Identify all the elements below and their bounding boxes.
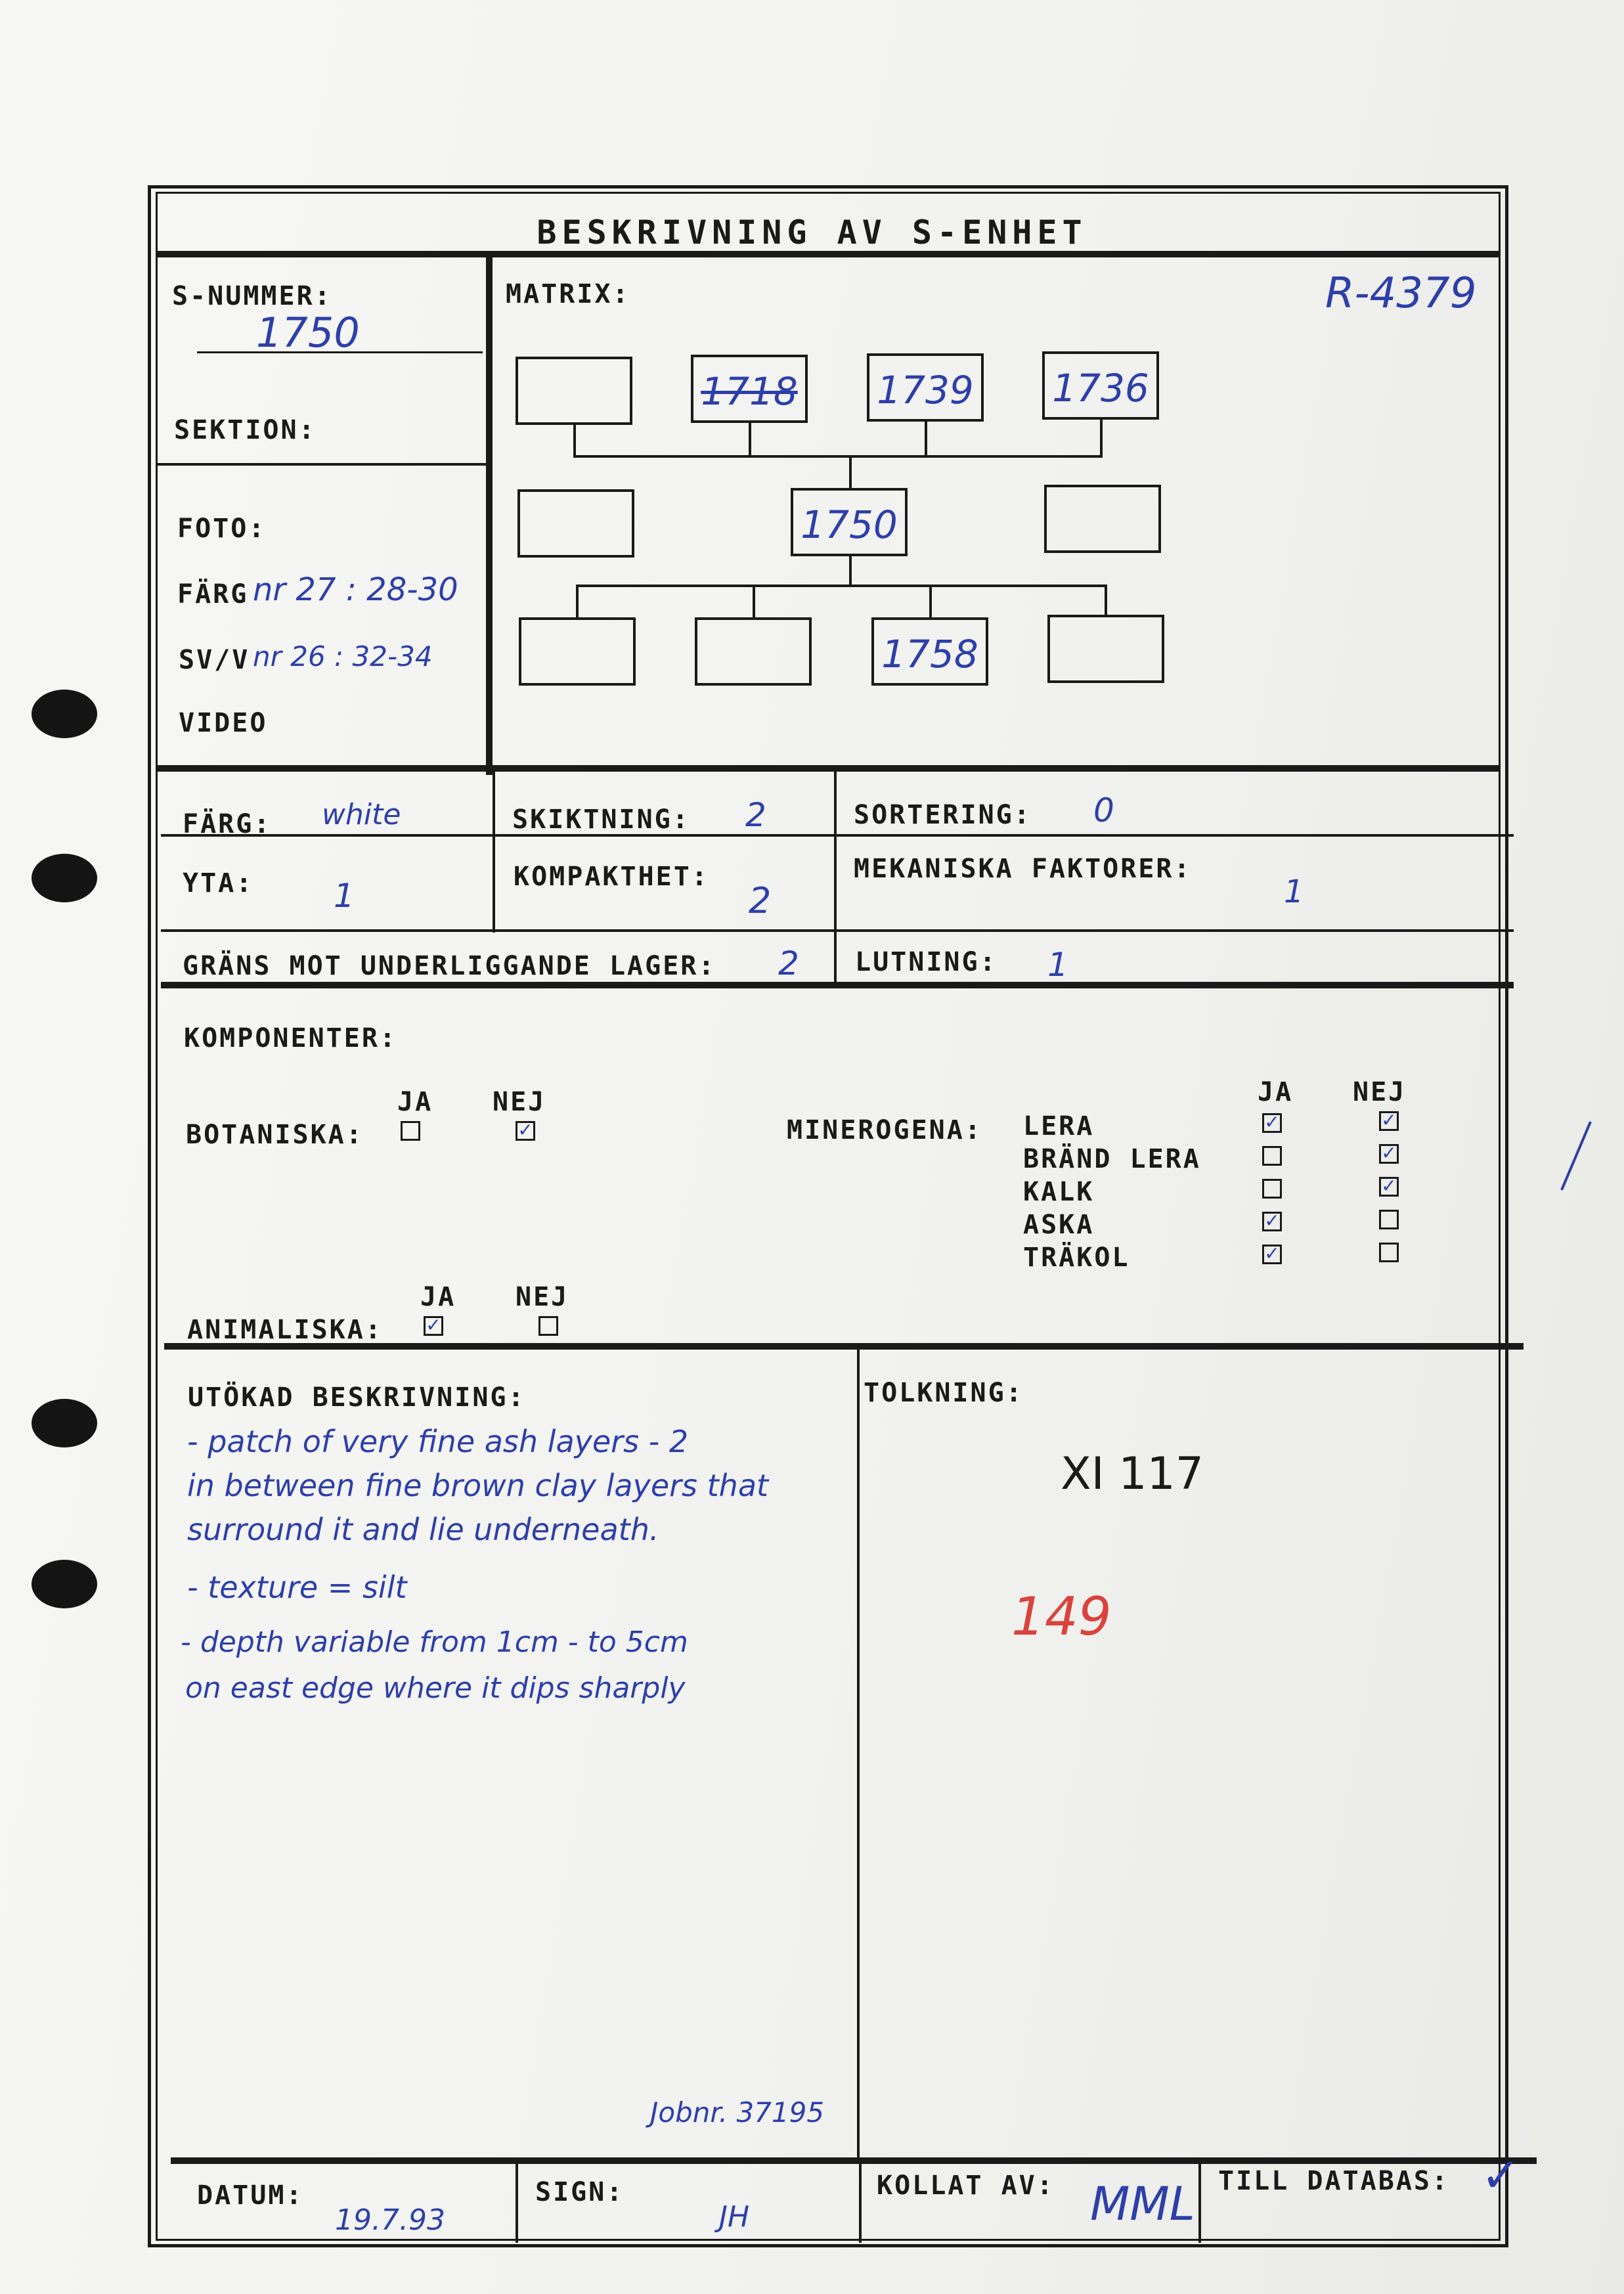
- matrix-line: [849, 556, 852, 586]
- divider: [171, 2157, 1537, 2164]
- aska-ja-checkbox[interactable]: ✓: [1262, 1212, 1282, 1231]
- utokad-line: - depth variable from 1cm - to 5cm: [181, 1625, 688, 1659]
- matrix-line: [576, 585, 1106, 587]
- botaniska-ja-header: JA: [397, 1087, 433, 1117]
- minerogena-nej-header: NEJ: [1353, 1077, 1407, 1107]
- lutning-value: 1: [1047, 946, 1068, 984]
- divider: [859, 2164, 862, 2243]
- minerogena-ja-header: JA: [1258, 1077, 1294, 1107]
- kompakthet-label: KOMPAKTHET:: [514, 862, 709, 892]
- kalk-ja-checkbox[interactable]: [1262, 1179, 1282, 1199]
- binder-hole: [32, 1399, 97, 1447]
- sortering-value: 0: [1093, 791, 1114, 829]
- matrix-box: 1758: [871, 617, 988, 686]
- minerogena-item: BRÄND LERA: [1023, 1144, 1201, 1174]
- divider: [493, 772, 495, 933]
- s-nummer-value: 1750: [256, 309, 360, 357]
- matrix-line: [573, 425, 576, 456]
- utokad-label: UTÖKAD BESKRIVNING:: [188, 1382, 526, 1413]
- divider: [857, 1350, 860, 2164]
- lutning-label: LUTNING:: [855, 947, 998, 977]
- matrix-line: [573, 455, 1103, 458]
- binder-hole: [32, 690, 97, 738]
- botaniska-ja-checkbox[interactable]: [401, 1121, 420, 1141]
- aska-nej-checkbox[interactable]: [1379, 1210, 1399, 1229]
- datum-value: 19.7.93: [335, 2203, 445, 2237]
- minerogena-item: TRÄKOL: [1023, 1243, 1130, 1273]
- farg-foto-value: nr 27 : 28-30: [253, 571, 458, 608]
- tolkning-value: XI 117: [1061, 1448, 1204, 1500]
- lera-nej-checkbox[interactable]: ✓: [1379, 1111, 1399, 1131]
- animaliska-label: ANIMALISKA:: [187, 1315, 383, 1345]
- botaniska-nej-header: NEJ: [493, 1087, 546, 1117]
- sortering-label: SORTERING:: [854, 800, 1032, 830]
- utokad-line: in between fine brown clay layers that: [187, 1468, 769, 1503]
- brand-lera-ja-checkbox[interactable]: [1262, 1146, 1282, 1166]
- form-title: BESKRIVNING AV S-ENHET: [537, 213, 1087, 252]
- minerogena-item: ASKA: [1023, 1210, 1095, 1240]
- matrix-label: MATRIX:: [506, 279, 630, 309]
- utokad-line: on east edge where it dips sharply: [185, 1671, 686, 1705]
- trakol-nej-checkbox[interactable]: [1379, 1243, 1399, 1262]
- botaniska-nej-checkbox[interactable]: ✓: [516, 1121, 535, 1141]
- video-label: VIDEO: [179, 708, 268, 738]
- trakol-ja-checkbox[interactable]: ✓: [1262, 1245, 1282, 1264]
- divider: [1198, 2164, 1201, 2243]
- red-number: 149: [1011, 1586, 1112, 1647]
- kompakthet-value: 2: [749, 880, 772, 921]
- animaliska-ja-checkbox[interactable]: ✓: [424, 1316, 443, 1336]
- skiktning-value: 2: [745, 796, 766, 834]
- s-nummer-label: S-NUMMER:: [172, 281, 332, 311]
- tolkning-label: TOLKNING:: [864, 1378, 1024, 1408]
- matrix-line: [1105, 585, 1107, 616]
- sektion-label: SEKTION:: [174, 415, 317, 445]
- skiktning-label: SKIKTNING:: [512, 805, 690, 835]
- binder-hole: [32, 1560, 97, 1608]
- animaliska-ja-header: JA: [420, 1282, 456, 1312]
- svv-value: nr 26 : 32-34: [253, 640, 433, 673]
- grans-value: 2: [778, 944, 799, 982]
- farg-foto-label: FÄRG: [177, 579, 249, 609]
- matrix-line: [749, 423, 751, 456]
- matrix-box: [1044, 485, 1161, 553]
- yta-label: YTA:: [183, 868, 254, 898]
- matrix-box: [516, 357, 632, 425]
- margin-mark: [1556, 1116, 1596, 1195]
- grans-label: GRÄNS MOT UNDERLIGGANDE LAGER:: [183, 951, 716, 981]
- mekaniska-label: MEKANISKA FAKTORER:: [854, 854, 1192, 884]
- brand-lera-nej-checkbox[interactable]: ✓: [1379, 1144, 1399, 1164]
- kollat-label: KOLLAT AV:: [877, 2171, 1055, 2201]
- matrix-box: [695, 617, 812, 686]
- matrix-box: 1739: [867, 353, 984, 422]
- utokad-line: surround it and lie underneath.: [187, 1512, 659, 1547]
- lera-ja-checkbox[interactable]: ✓: [1262, 1113, 1282, 1133]
- matrix-line: [849, 455, 852, 489]
- divider: [834, 772, 837, 988]
- divider: [161, 834, 1514, 837]
- databas-check: ✓: [1481, 2148, 1521, 2203]
- s-nummer-underline: [197, 351, 483, 353]
- matrix-line: [1100, 420, 1103, 456]
- divider: [486, 257, 493, 775]
- foto-label: FOTO:: [177, 514, 267, 544]
- matrix-box: [517, 489, 634, 558]
- jobnr: Jobnr. 37195: [650, 2096, 825, 2129]
- kalk-nej-checkbox[interactable]: ✓: [1379, 1177, 1399, 1197]
- farg-label: FÄRG:: [183, 809, 272, 839]
- minerogena-item: LERA: [1023, 1111, 1095, 1141]
- utokad-line: - texture = silt: [187, 1570, 407, 1605]
- reference-number: R-4379: [1325, 269, 1477, 318]
- binder-hole: [32, 854, 97, 902]
- matrix-box: 1718: [691, 355, 808, 423]
- matrix-line: [753, 585, 755, 617]
- divider: [161, 982, 1514, 988]
- mekaniska-value: 1: [1284, 873, 1304, 910]
- farg-value: white: [322, 798, 401, 831]
- divider: [158, 765, 1501, 772]
- svv-label: SV/V: [179, 645, 250, 675]
- utokad-line: - patch of very fine ash layers - 2: [187, 1424, 689, 1459]
- matrix-box: [519, 617, 636, 686]
- datum-label: DATUM:: [197, 2180, 304, 2211]
- divider: [158, 463, 486, 466]
- matrix-line: [925, 422, 927, 456]
- divider: [516, 2164, 518, 2243]
- matrix-box: [1047, 615, 1164, 683]
- divider: [161, 929, 1514, 932]
- botaniska-label: BOTANISKA:: [186, 1120, 364, 1150]
- matrix-line: [576, 585, 579, 617]
- matrix-box: 1750: [791, 488, 908, 556]
- kollat-value: MML: [1090, 2177, 1195, 2231]
- divider: [164, 1343, 1524, 1350]
- divider: [156, 251, 1501, 257]
- sign-value: JH: [719, 2200, 750, 2234]
- animaliska-nej-checkbox[interactable]: [538, 1316, 558, 1336]
- komponenter-label: KOMPONENTER:: [184, 1023, 397, 1053]
- minerogena-item: KALK: [1023, 1177, 1095, 1207]
- matrix-line: [929, 585, 932, 617]
- databas-label: TILL DATABAS:: [1218, 2166, 1450, 2196]
- minerogena-label: MINEROGENA:: [787, 1115, 982, 1145]
- matrix-box: 1736: [1042, 351, 1159, 420]
- sign-label: SIGN:: [535, 2177, 625, 2207]
- animaliska-nej-header: NEJ: [516, 1282, 569, 1312]
- yta-value: 1: [334, 877, 355, 915]
